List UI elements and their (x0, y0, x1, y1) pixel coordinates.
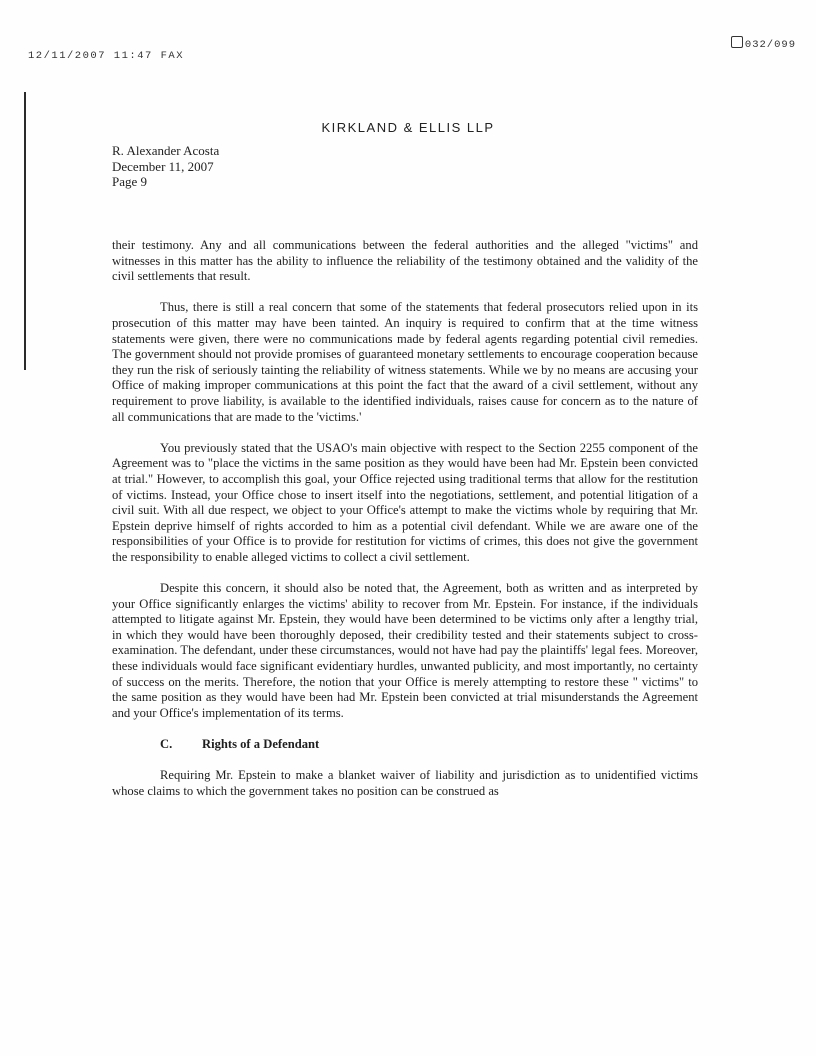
paragraph-3: You previously stated that the USAO's main objective with respect to the Section 2255 component of the Agreement was to "place the victims in the same position as they would have been had Mr. Epstein been convicted at trial." However, to accomplish this goal, your Office rejected using traditional terms that allow for the restitution of victims. Instead, your Office chose to insert itself into the negotiations, settlement, and potential litigation of a civil suit. With all due respect, we object to your Office's attempt to make the victims whole by requiring that Mr. Epstein deprive himself of rights accorded to him as a potential civil defendant. While we are aware one of the responsibilities of your Office is to provide for restitution for victims of crimes, this does not give the government the responsibility to enable alleged victims to collect a civil settlement. (112, 440, 698, 564)
section-title: Rights of a Defendant (202, 737, 320, 751)
paragraph-1: their testimony. Any and all communications between the federal authorities and the alleged "victims" and witnesses in this matter has the ability to influence the reliability of the testimony obtained and the validity of the civil settlements that result. (112, 238, 698, 284)
letter-date: December 11, 2007 (112, 158, 214, 174)
section-heading (112, 737, 698, 753)
fax-datetime: 12/11/2007 11:47 FAX (28, 50, 185, 62)
recipient-name: R. Alexander Acosta (112, 143, 220, 158)
firm-letterhead: KIRKLAND & ELLIS LLP (321, 120, 495, 135)
paragraph-5: Requiring Mr. Epstein to make a blanket waiver of liability and jurisdiction as to unidentified victims whose claims to which the government takes no position can be construed as (112, 768, 698, 798)
fax-page-counter-text: 032/099 (744, 39, 796, 51)
paragraph-2: Thus, there is still a real concern that some of the statements that federal prosecutors relied upon in its prosecution of this matter may have been tainted. An inquiry is required to confirm that at the time witness statements were given, there were no communications made by federal agents regarding potential civil remedies. The government should not provide promises of guaranteed monetary settlements to encourage cooperation because they run the risk of seriously tainting the reliability of witness statements. While we by no means are accusing your Office of making improper communications at this point the fact that the award of a civil settlement, without any requirement to prove liability, is available to the identified individuals, raises cause for concern as to the nature of all communications that are made to the 'victims.' (112, 300, 698, 424)
letter-body (112, 238, 698, 815)
paragraph-4: Despite this concern, it should also be noted that, the Agreement, both as written and as interpreted by your Office significantly enlarges the victims' ability to recover from Mr. Epstein. For instance, if the individuals attempted to litigate against Mr. Epstein, they would have been determined to be victims only after a lengthy trial, in which they would have been thoroughly deposed, their credibility tested and their statements subject to cross-examination. The defendant, under these circumstances, would not have had pay the plaintiffs' legal fees. Moreover, these individuals would face significant evidentiary hurdles, unwanted publicity, and most importantly, no certainty of success on the merits. Therefore, the notion that your Office is merely attempting to restore these " victims" to the same position as they would have been had Mr. Epstein been convicted at trial misunderstands the Agreement and your Office's implementation of its terms. (112, 581, 698, 720)
page-number: Page 9 (112, 174, 148, 189)
recipient-block (112, 143, 219, 190)
fax-page-counter (731, 36, 796, 51)
fax-icon (731, 36, 743, 48)
section-letter: C. (160, 737, 173, 751)
